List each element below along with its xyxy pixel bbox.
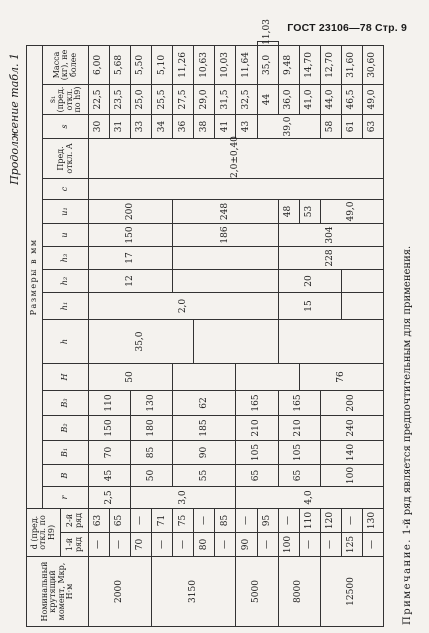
b-header: B [43,465,89,487]
h2-cell: 12 [89,270,173,293]
b-cell: 65 [236,465,278,487]
h3-cell: 20 [278,270,341,293]
h2-cell: 15 [278,293,341,320]
torque-cell: 12500 [320,557,383,627]
mass-cell: 11,64 [236,45,257,84]
h-cap-header: H [43,364,89,391]
r-cell: 4,0 [236,487,384,509]
h2-cell [173,270,278,293]
h-header: h [43,320,89,364]
s-cell: 53 [299,200,320,224]
h-cap-cell: 50 [89,364,173,391]
s-cell: 38 [194,115,215,139]
u-cell: 150 [89,224,173,247]
s-cell: 31 [110,115,131,139]
b1-cell: 70 [89,441,131,465]
d1-cell: 80 [194,533,215,557]
b-cell: 65 [278,465,320,487]
s1-cell: 46,5 [341,85,362,115]
s1-cell: 41,0 [299,85,320,115]
d2-cell: — [236,509,257,533]
mass-cell: 5,10 [152,45,173,84]
b-cell: 45 [89,465,131,487]
d1-cell: — [299,533,320,557]
u-header: u [43,224,89,247]
h-cap-cell: 76 [299,364,383,391]
s-cell: 43 [236,115,257,139]
mass-cell: 9,48 [278,45,299,84]
s1-cell: 27,5 [173,85,194,115]
s1-cell: 23,5 [110,85,131,115]
d2-cell: — [194,509,215,533]
s1-header: s₁ (пред. откл. по h9) [43,85,89,115]
table-note [402,246,413,625]
c-header: c [43,179,89,200]
s-cell: 33 [131,115,152,139]
d2-cell: 63 [89,509,110,533]
d1-cell: — [110,533,131,557]
s-cell: 61 [341,115,362,139]
b1-cell: 90 [173,441,236,465]
s1-cell: 29,0 [194,85,215,115]
mass-cell: 31,60 [341,45,362,84]
b3-cell: 165 [236,391,278,416]
b3-header: B₃ [43,391,89,416]
b2-cell: 180 [131,416,173,441]
torque-cell: 8000 [278,557,320,627]
h2-cell [341,293,383,320]
d1-cell: 90 [236,533,257,557]
d2-cell: — [131,509,152,533]
mass-header: Масса (кг), не более [43,45,89,84]
table-row [89,42,110,627]
h-cap-cell [236,364,299,391]
r-cell: 2,5 [89,487,131,509]
b3-cell: 130 [131,391,173,416]
d2-cell: — [278,509,299,533]
d1-cell: — [215,533,236,557]
s1-cell: 32,5 [236,85,257,115]
b1-cell: 85 [131,441,173,465]
s-cell: 30 [89,115,110,139]
mass-cell: 10,03 [215,45,236,84]
mass-cell: 10,63 [194,45,215,84]
h3-cell: 17 [89,247,173,270]
d2-cell: — [341,509,362,533]
mass-cell: 11,26 [173,45,194,84]
table-row [194,42,215,627]
s1-cell: 31,5 [215,85,236,115]
d1-cell: — [362,533,383,557]
dimensions-caption: Размеры в мм [27,45,43,508]
d1-cell: — [173,533,194,557]
b1-cell: 105 [236,441,278,465]
d1-cell: — [320,533,341,557]
continuation-label: Продолжение табл. 1 [8,53,21,185]
d2-cell: 130 [362,509,383,533]
d1-cell: — [152,533,173,557]
s-cell: 34 [152,115,173,139]
h-cell: 49,0 [320,200,383,224]
d1-cell: — [89,533,110,557]
b2-header: B₂ [43,416,89,441]
d1-cell: — [257,533,278,557]
b1-header: B₁ [43,441,89,465]
b2-cell: 210 [236,416,278,441]
d1-cell: 100 [278,533,299,557]
s-cell: 44 [257,85,278,115]
d1-cell: 70 [131,533,152,557]
d2-cell: 120 [320,509,341,533]
s1-cell: 25,5 [152,85,173,115]
b1-cell: 105 [278,441,320,465]
tol-cell: 2,0±0,40 [89,139,384,179]
h2-header: h₂ [43,270,89,293]
h-cell: 39,0 [257,115,320,139]
b2-cell: 150 [89,416,131,441]
s-cell: 63 [362,115,383,139]
mass-cell: 30,60 [362,45,383,84]
s1-cell: 22,5 [89,85,110,115]
b1-cell: 140 [320,441,383,465]
b-cell: 50 [131,465,173,487]
u-cell: 186 [173,224,278,247]
h3-header: h₃ [43,247,89,270]
d2-cell: 110 [299,509,320,533]
h1-cell: 2,0 [89,293,279,320]
s-cell: 36 [173,115,194,139]
note-lead: Примечание. [402,538,413,625]
tol-header: Пред. откл. A [43,139,89,179]
s-header: s [43,115,89,139]
s1-cell: 49,0 [362,85,383,115]
u1-cell: 304 [278,224,383,247]
torque-cell: 2000 [89,557,152,627]
d2-cell: 75 [173,509,194,533]
s1-cell: 25,0 [131,85,152,115]
page-header: ГОСТ 23106—78 Стр. 9 [287,22,407,34]
u1-cell: 248 [173,200,278,224]
s-cell: 48 [278,200,299,224]
mass-cell: 5,50 [131,45,152,84]
b-cell: 100 [320,465,383,487]
h1-header: h₁ [43,293,89,320]
d-header: d (пред. откл. по H9) [27,509,61,557]
s1-cell: 35,0 [257,45,278,84]
r-cell: 3,0 [131,487,236,509]
s-cell: 41 [215,115,236,139]
mass-cell: 12,70 [320,45,341,84]
mass-cell: 14,70 [299,45,320,84]
d1-cell: 125 [341,533,362,557]
note-text: 1-й ряд является предпочтительным для применения. [402,245,413,539]
d-row1-header: 1-й ряд [61,533,89,557]
s1-cell: 36,0 [278,85,299,115]
b2-cell: 185 [173,416,236,441]
h3-cell [173,247,278,270]
d-row2-header: 2-й ряд [61,509,89,533]
mass-cell: 5,68 [110,45,131,84]
torque-cell: 3150 [152,557,236,627]
u-cell: 228 [278,247,383,270]
h-cap-cell [173,364,236,391]
d2-cell: 85 [215,509,236,533]
b3-cell: 165 [278,391,320,416]
c-cell [89,179,384,200]
r-header: r [43,487,89,509]
h3-cell [341,270,383,293]
u1-cell: 200 [89,200,173,224]
h-cell [194,320,278,364]
h-cell: 35,0 [89,320,194,364]
torque-header: Номинальный крутящий момент, Mкр, Н·м [27,557,89,627]
mass-cell: 6,00 [89,45,110,84]
b3-cell: 110 [89,391,131,416]
s-cell: 58 [320,115,341,139]
d2-cell: 71 [152,509,173,533]
torque-cell: 5000 [236,557,278,627]
b2-cell: 240 [320,416,383,441]
b3-cell: 200 [320,391,383,416]
d2-cell: 95 [257,509,278,533]
h1-cell [278,320,383,364]
b3-cell: 62 [173,391,236,416]
s1-cell: 44,0 [320,85,341,115]
mass-cell: 11,03 [257,42,278,46]
u1-header: u₁ [43,200,89,224]
d2-cell: 65 [110,509,131,533]
b-cell: 55 [173,465,236,487]
b2-cell: 210 [278,416,320,441]
